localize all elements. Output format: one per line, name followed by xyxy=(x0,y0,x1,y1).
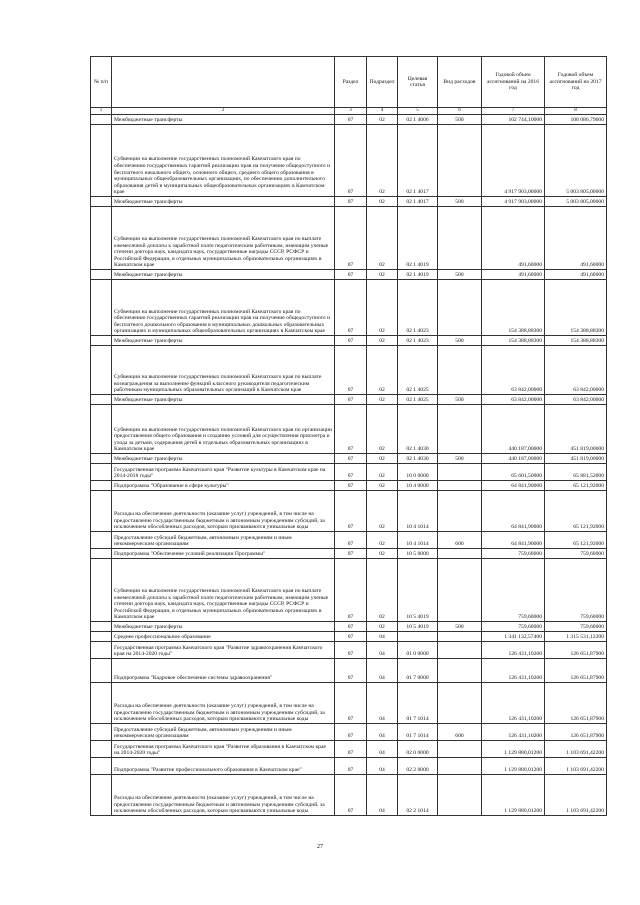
cell-num xyxy=(91,207,112,270)
cell-vid xyxy=(438,405,482,454)
cell-num xyxy=(91,642,112,659)
cell-name: Межбюджетные трансферты xyxy=(112,395,335,405)
table-row xyxy=(91,741,607,758)
cell-celevaya: 10 4 0000 xyxy=(398,481,438,491)
cell-celevaya: 02 2 0000 xyxy=(398,758,438,775)
cell-razdel: 07 xyxy=(335,622,367,632)
cell-podrazdel: 02 xyxy=(367,464,398,481)
cell-num xyxy=(91,559,112,622)
cell-y2017: 5 003 805,00000 xyxy=(545,197,607,207)
cell-y2017: 126 651,87900 xyxy=(545,724,607,741)
cell-y2017: 1 103 691,42200 xyxy=(545,758,607,775)
cell-y2016: 440 187,00000 xyxy=(482,405,545,454)
cell-y2016: 1 129 880,01200 xyxy=(482,741,545,758)
cell-celevaya: 01 7 0000 xyxy=(398,659,438,683)
cell-name: Субвенции на выполнение государственных полномочий Камчатского края по выплате ежемесячной доплаты к заработной плате педагогическим работникам, имеющим ученые степени доктора наук, кандидата наук, государственные награды СССР, РСФСР и Российской Федерации, в отдельных муниципальных образовательных организациях в Камчатском крае xyxy=(112,559,335,622)
cell-vid xyxy=(438,207,482,270)
table-row xyxy=(91,125,607,197)
cell-y2017: 108 086,79000 xyxy=(545,115,607,125)
cell-vid xyxy=(438,559,482,622)
cell-name: Подпрограмма "Обеспечение условий реализации Программы" xyxy=(112,549,335,559)
cell-celevaya: 02 1 4023 xyxy=(398,336,438,346)
column-number: 4 xyxy=(367,108,398,115)
cell-razdel: 07 xyxy=(335,741,367,758)
cell-y2016: 63 842,00000 xyxy=(482,395,545,405)
cell-celevaya: 02 1 4023 xyxy=(398,280,438,336)
cell-podrazdel: 02 xyxy=(367,532,398,549)
table-row xyxy=(91,336,607,346)
cell-name: Подпрограмма "Развитие профессионального образования в Камчатском крае" xyxy=(112,758,335,775)
table-row xyxy=(91,395,607,405)
cell-y2016: 4 917 903,00000 xyxy=(482,125,545,197)
cell-celevaya: 10 5 4019 xyxy=(398,622,438,632)
cell-celevaya: 02 1 4030 xyxy=(398,405,438,454)
cell-y2017: 126 651,87900 xyxy=(545,683,607,724)
cell-name: Предоставление субсидий бюджетным, автономным учреждениям и иным некоммерческим организациям xyxy=(112,532,335,549)
cell-razdel: 07 xyxy=(335,405,367,454)
cell-podrazdel: 02 xyxy=(367,491,398,532)
cell-y2016: 491,60000 xyxy=(482,270,545,280)
cell-num xyxy=(91,758,112,775)
cell-podrazdel: 02 xyxy=(367,270,398,280)
header-podrazdel: Подраздел xyxy=(367,57,398,108)
cell-podrazdel: 04 xyxy=(367,659,398,683)
cell-razdel: 07 xyxy=(335,683,367,724)
cell-celevaya: 02 1 4019 xyxy=(398,270,438,280)
cell-y2016: 154 388,88300 xyxy=(482,280,545,336)
table-row xyxy=(91,464,607,481)
cell-celevaya: 01 7 1014 xyxy=(398,724,438,741)
cell-vid xyxy=(438,758,482,775)
cell-num xyxy=(91,741,112,758)
cell-name: Межбюджетные трансферты xyxy=(112,622,335,632)
cell-y2017: 63 842,00000 xyxy=(545,346,607,395)
table-row xyxy=(91,532,607,549)
cell-vid: 500 xyxy=(438,197,482,207)
cell-podrazdel: 02 xyxy=(367,405,398,454)
cell-y2016: 102 744,10000 xyxy=(482,115,545,125)
page-number: 27 xyxy=(317,844,323,850)
cell-y2017: 154 388,88300 xyxy=(545,280,607,336)
cell-podrazdel: 02 xyxy=(367,622,398,632)
cell-y2016: 126 431,10200 xyxy=(482,659,545,683)
cell-razdel: 07 xyxy=(335,491,367,532)
cell-celevaya xyxy=(398,632,438,642)
cell-num xyxy=(91,481,112,491)
header-name xyxy=(112,57,335,108)
cell-num xyxy=(91,336,112,346)
cell-y2016: 64 841,90000 xyxy=(482,532,545,549)
cell-name: Подпрограмма "Кадровое обеспечение системы здравоохранения" xyxy=(112,659,335,683)
cell-celevaya: 02 1 4030 xyxy=(398,454,438,464)
cell-podrazdel: 02 xyxy=(367,346,398,395)
column-number: 8 xyxy=(545,108,607,115)
cell-podrazdel: 04 xyxy=(367,724,398,741)
cell-name: Субвенции на выполнение государственных полномочий Камчатского края по обеспечению государственных гарантий реализации прав на получение общедоступного и бесплатного дошкольного образования в муниципальных дошкольных образовательных организациях и муниципальных общеобразовательных организациях в Камчатском крае xyxy=(112,280,335,336)
cell-razdel: 07 xyxy=(335,481,367,491)
cell-podrazdel: 02 xyxy=(367,395,398,405)
cell-y2017: 491,60000 xyxy=(545,270,607,280)
cell-y2017: 126 651,87900 xyxy=(545,642,607,659)
cell-name: Межбюджетные трансферты xyxy=(112,197,335,207)
cell-name: Расходы на обеспечение деятельности (оказание услуг) учреждений, в том числе на предоставление государственным бюджетным и автономным учреждениям субсидий, за исключением обособленных расходов, которым присваиваются уникальные коды xyxy=(112,775,335,816)
cell-vid: 500 xyxy=(438,622,482,632)
cell-vid xyxy=(438,659,482,683)
cell-razdel: 07 xyxy=(335,775,367,816)
cell-celevaya: 02 1 4019 xyxy=(398,207,438,270)
cell-vid xyxy=(438,741,482,758)
header-celevaya: Целевая статья xyxy=(398,57,438,108)
cell-podrazdel: 04 xyxy=(367,775,398,816)
cell-podrazdel: 02 xyxy=(367,336,398,346)
cell-y2016: 759,60000 xyxy=(482,549,545,559)
cell-razdel: 07 xyxy=(335,642,367,659)
cell-podrazdel: 02 xyxy=(367,125,398,197)
cell-num xyxy=(91,395,112,405)
cell-num xyxy=(91,454,112,464)
cell-y2016: 1 129 880,01200 xyxy=(482,758,545,775)
cell-num xyxy=(91,491,112,532)
cell-name: Субвенции на выполнение государственных полномочий Камчатского края по организации предоставления общего образования и созданию условий для осуществления присмотра и ухода за детьми, содержания детей в отдельных образовательных организациях в Камчатском крае xyxy=(112,405,335,454)
cell-y2016: 63 842,00000 xyxy=(482,346,545,395)
cell-podrazdel: 02 xyxy=(367,559,398,622)
column-number: 7 xyxy=(482,108,545,115)
table-row xyxy=(91,659,607,683)
cell-razdel: 07 xyxy=(335,280,367,336)
table-row xyxy=(91,559,607,622)
cell-y2016: 154 388,88300 xyxy=(482,336,545,346)
cell-razdel: 07 xyxy=(335,549,367,559)
cell-name: Расходы на обеспечение деятельности (оказание услуг) учреждений, в том числе на предоставление государственным бюджетным и автономным учреждениям субсидий, за исключением обособленных расходов, которым присваиваются уникальные коды xyxy=(112,683,335,724)
cell-name: Субвенции на выполнение государственных полномочий Камчатского края по обеспечению государственных гарантий реализации прав на получение общедоступного и бесплатного начального общего, основного общего, среднего общего образования в муниципальных общеобразовательных организациях, по обеспечению дополнительного образования детей в муниципальных общеобразовательных организациях в Камчатском крае xyxy=(112,125,335,197)
cell-podrazdel: 02 xyxy=(367,454,398,464)
table-row xyxy=(91,197,607,207)
header-y2017: Годовой объем ассигнований на 2017 год xyxy=(545,57,607,108)
cell-y2016: 759,60000 xyxy=(482,622,545,632)
header-vid: Вид расходов xyxy=(438,57,482,108)
cell-y2016: 491,60000 xyxy=(482,207,545,270)
cell-num xyxy=(91,405,112,454)
table-header-row xyxy=(91,57,607,108)
cell-vid xyxy=(438,464,482,481)
cell-podrazdel: 02 xyxy=(367,207,398,270)
cell-razdel: 07 xyxy=(335,464,367,481)
cell-razdel: 07 xyxy=(335,197,367,207)
cell-name: Субвенции на выполнение государственных полномочий Камчатского края по выплате вознаграждения за выполнение функций классного руководителя педагогическим работникам муниципальных образовательных организаций в Камчатском крае xyxy=(112,346,335,395)
cell-vid xyxy=(438,346,482,395)
cell-podrazdel: 02 xyxy=(367,549,398,559)
table-row xyxy=(91,115,607,125)
cell-celevaya: 10 4 1014 xyxy=(398,532,438,549)
cell-y2016: 126 431,10200 xyxy=(482,683,545,724)
cell-num xyxy=(91,632,112,642)
cell-y2017: 65 121,92000 xyxy=(545,491,607,532)
cell-y2017: 491,60000 xyxy=(545,207,607,270)
cell-y2017: 65 881,52000 xyxy=(545,464,607,481)
cell-vid: 600 xyxy=(438,532,482,549)
column-number: 2 xyxy=(112,108,335,115)
cell-y2017: 451 819,00000 xyxy=(545,405,607,454)
cell-y2017: 126 651,87900 xyxy=(545,659,607,683)
cell-num xyxy=(91,346,112,395)
cell-vid xyxy=(438,632,482,642)
cell-num xyxy=(91,270,112,280)
cell-vid: 500 xyxy=(438,395,482,405)
cell-celevaya: 01 7 1014 xyxy=(398,683,438,724)
cell-celevaya: 02 0 0000 xyxy=(398,741,438,758)
cell-num xyxy=(91,775,112,816)
cell-razdel: 07 xyxy=(335,632,367,642)
cell-celevaya: 02 1 4006 xyxy=(398,115,438,125)
table-row xyxy=(91,207,607,270)
column-number-row xyxy=(91,108,607,115)
cell-celevaya: 01 0 0000 xyxy=(398,642,438,659)
cell-y2016: 1 129 880,01200 xyxy=(482,775,545,816)
cell-celevaya: 02 1 4025 xyxy=(398,346,438,395)
cell-razdel: 07 xyxy=(335,724,367,741)
cell-vid xyxy=(438,481,482,491)
budget-table xyxy=(90,56,607,816)
cell-celevaya: 10 5 4019 xyxy=(398,559,438,622)
cell-y2017: 759,60000 xyxy=(545,622,607,632)
cell-razdel: 07 xyxy=(335,270,367,280)
cell-num xyxy=(91,464,112,481)
cell-num xyxy=(91,532,112,549)
cell-celevaya: 02 1 4025 xyxy=(398,395,438,405)
cell-y2017: 65 121,92000 xyxy=(545,532,607,549)
cell-name: Предоставление субсидий бюджетным, автономным учреждениям и иным некоммерческим организациям xyxy=(112,724,335,741)
table-body xyxy=(91,115,607,816)
column-number: 6 xyxy=(438,108,482,115)
cell-podrazdel: 02 xyxy=(367,197,398,207)
cell-name: Межбюджетные трансферты xyxy=(112,454,335,464)
cell-y2017: 5 003 805,00000 xyxy=(545,125,607,197)
cell-name: Среднее профессиональное образование xyxy=(112,632,335,642)
cell-num xyxy=(91,724,112,741)
cell-name: Межбюджетные трансферты xyxy=(112,336,335,346)
table-row xyxy=(91,642,607,659)
cell-num xyxy=(91,280,112,336)
table-row xyxy=(91,491,607,532)
cell-y2016: 126 431,10200 xyxy=(482,724,545,741)
cell-vid: 600 xyxy=(438,724,482,741)
cell-podrazdel: 02 xyxy=(367,280,398,336)
header-y2016: Годовой объем ассигнований на 2016 год xyxy=(482,57,545,108)
cell-num xyxy=(91,683,112,724)
cell-celevaya: 02 2 1014 xyxy=(398,775,438,816)
cell-y2017: 451 819,00000 xyxy=(545,454,607,464)
cell-podrazdel: 04 xyxy=(367,758,398,775)
cell-name: Межбюджетные трансферты xyxy=(112,115,335,125)
cell-razdel: 07 xyxy=(335,659,367,683)
cell-num xyxy=(91,115,112,125)
table-row xyxy=(91,549,607,559)
cell-y2017: 759,60000 xyxy=(545,559,607,622)
cell-vid xyxy=(438,683,482,724)
column-number: 3 xyxy=(335,108,367,115)
cell-y2017: 1 315 531,12200 xyxy=(545,632,607,642)
cell-podrazdel: 04 xyxy=(367,683,398,724)
cell-name: Расходы на обеспечение деятельности (оказание услуг) учреждений, в том числе на предоставление государственным бюджетным и автономным учреждениям субсидий, за исключением обособленных расходов, которым присваиваются уникальные коды xyxy=(112,491,335,532)
cell-y2016: 126 431,10200 xyxy=(482,642,545,659)
cell-podrazdel: 04 xyxy=(367,632,398,642)
cell-vid xyxy=(438,642,482,659)
cell-celevaya: 10 0 0000 xyxy=(398,464,438,481)
cell-razdel: 07 xyxy=(335,532,367,549)
cell-razdel: 07 xyxy=(335,758,367,775)
cell-vid xyxy=(438,125,482,197)
cell-razdel: 07 xyxy=(335,395,367,405)
cell-name: Государственная программа Камчатского края "Развитие образования в Камчатском крае на 2014-2020 годы" xyxy=(112,741,335,758)
cell-vid: 500 xyxy=(438,336,482,346)
cell-num xyxy=(91,622,112,632)
cell-razdel: 07 xyxy=(335,115,367,125)
cell-razdel: 07 xyxy=(335,454,367,464)
cell-y2016: 65 601,50000 xyxy=(482,464,545,481)
table-row xyxy=(91,481,607,491)
cell-y2016: 440 187,00000 xyxy=(482,454,545,464)
cell-vid: 500 xyxy=(438,454,482,464)
cell-podrazdel: 04 xyxy=(367,741,398,758)
cell-vid: 500 xyxy=(438,270,482,280)
cell-podrazdel: 04 xyxy=(367,642,398,659)
cell-podrazdel: 02 xyxy=(367,481,398,491)
cell-razdel: 07 xyxy=(335,336,367,346)
cell-name: Субвенции на выполнение государственных полномочий Камчатского края по выплате ежемесячной доплаты к заработной плате педагогическим работникам, имеющим ученые степени доктора наук, кандидата наук, государственные награды СССР, РСФСР и Российской Федерации, в отдельных муниципальных образовательных организациях в Камчатском крае xyxy=(112,207,335,270)
cell-razdel: 07 xyxy=(335,207,367,270)
table-row xyxy=(91,346,607,395)
cell-podrazdel: 02 xyxy=(367,115,398,125)
cell-num xyxy=(91,659,112,683)
cell-y2017: 63 842,00000 xyxy=(545,395,607,405)
table-row xyxy=(91,270,607,280)
table-row xyxy=(91,632,607,642)
table-row xyxy=(91,280,607,336)
cell-y2016: 64 841,90000 xyxy=(482,481,545,491)
table-row xyxy=(91,454,607,464)
cell-vid xyxy=(438,491,482,532)
cell-num xyxy=(91,197,112,207)
cell-y2017: 154 388,88300 xyxy=(545,336,607,346)
table-row xyxy=(91,622,607,632)
cell-celevaya: 02 1 4017 xyxy=(398,197,438,207)
header-razdel: Раздел xyxy=(335,57,367,108)
cell-y2016: 759,60000 xyxy=(482,559,545,622)
cell-num xyxy=(91,125,112,197)
table-row xyxy=(91,683,607,724)
cell-vid xyxy=(438,775,482,816)
cell-y2017: 759,60000 xyxy=(545,549,607,559)
cell-razdel: 07 xyxy=(335,125,367,197)
cell-y2016: 4 917 903,00000 xyxy=(482,197,545,207)
cell-vid xyxy=(438,280,482,336)
header-num: № п/п xyxy=(91,57,112,108)
cell-num xyxy=(91,549,112,559)
cell-celevaya: 10 4 1014 xyxy=(398,491,438,532)
cell-vid: 500 xyxy=(438,115,482,125)
column-number: 1 xyxy=(91,108,112,115)
cell-razdel: 07 xyxy=(335,346,367,395)
column-number: 5 xyxy=(398,108,438,115)
table-row xyxy=(91,775,607,816)
cell-celevaya: 02 1 4017 xyxy=(398,125,438,197)
cell-y2017: 1 103 691,42200 xyxy=(545,775,607,816)
table-row xyxy=(91,724,607,741)
cell-y2017: 65 121,92000 xyxy=(545,481,607,491)
cell-name: Государственная программа Камчатского края "Развитие здравоохранения Камчатского края на 2014-2020 годы" xyxy=(112,642,335,659)
cell-celevaya: 10 5 0000 xyxy=(398,549,438,559)
cell-name: Межбюджетные трансферты xyxy=(112,270,335,280)
cell-y2017: 1 103 691,42200 xyxy=(545,741,607,758)
cell-name: Подпрограмма "Образование в сфере культуры" xyxy=(112,481,335,491)
cell-name: Государственная программа Камчатского края "Развитие культуры в Камчатском крае на 2014-2018 годы" xyxy=(112,464,335,481)
cell-y2016: 64 841,90000 xyxy=(482,491,545,532)
cell-vid xyxy=(438,549,482,559)
cell-y2016: 1 341 132,57400 xyxy=(482,632,545,642)
table-row xyxy=(91,758,607,775)
table-row xyxy=(91,405,607,454)
cell-razdel: 07 xyxy=(335,559,367,622)
